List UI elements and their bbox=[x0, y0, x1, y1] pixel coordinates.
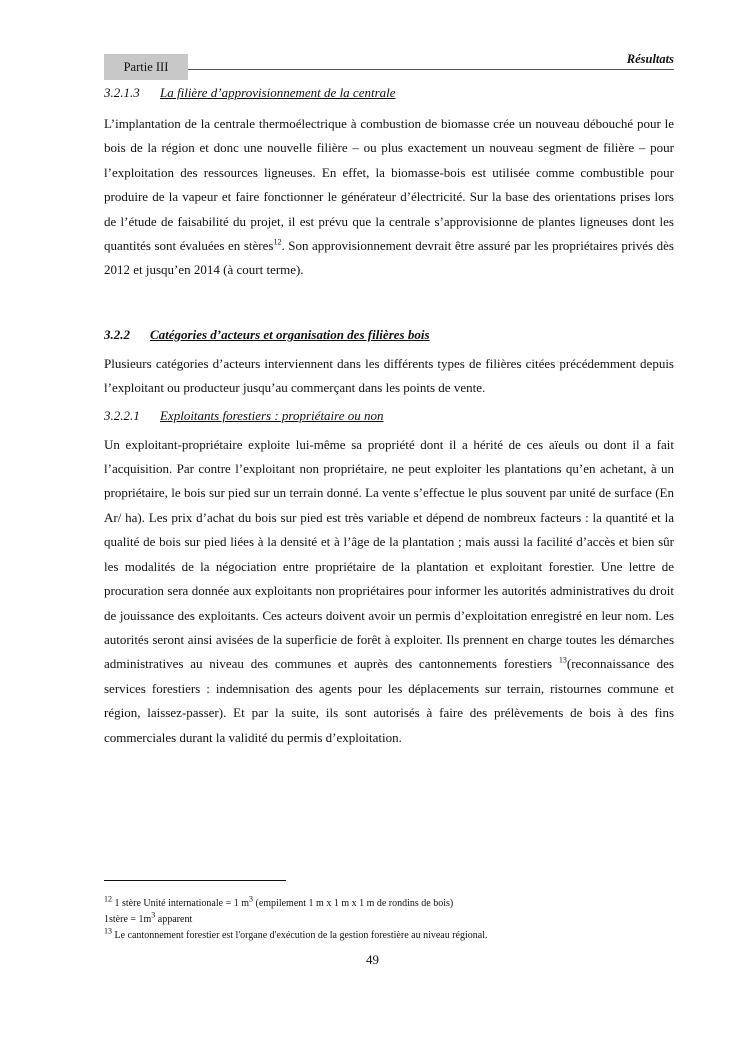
running-header bbox=[104, 52, 674, 80]
footnote-rule bbox=[104, 880, 286, 881]
footnote-mark: 13 bbox=[104, 926, 112, 936]
header-rule bbox=[188, 69, 674, 70]
footnote-text: apparent bbox=[155, 914, 193, 925]
heading-number: 3.2.1.3 bbox=[104, 85, 140, 100]
footnote-12-continued bbox=[104, 912, 674, 928]
paragraph-text: Un exploitant-propriétaire exploite lui-même sa propriété dont il a hérité de ces aïeuls ou dont il a fait l’acquisition. Par contre l’exploitant non propriétaire, ne peut exploiter les plantations qu’en achetant, à un propriétaire, le bois sur pied sur un terrain donné. La vente s’effectue le plus souvent par unité de surface (En Ar/ ha). Les prix d’achat du bois sur pied est très variable et dépend de nombreux facteurs : la quantité et la qualité de bois sur pied liées à la densité et à l’âge de la plantation ; mais aussi la facilité d’accès et bien sûr les modalités de la négociation entre propriétaire de la plantation et exploitant forestier. Une lettre de procuration sera donnée aux exploitants non propriétaires pour informer les autorités administratives du droit de jouissance des exploitants. Ces acteurs doivent avoir un permis d’exploitation enregistré en leur nom. Les autorités seront ainsi avisées de la superficie de forêt à exploiter. Ils prennent en charge toutes les démarches administratives au niveau des communes et auprès des cantonnements forestiers bbox=[104, 436, 674, 672]
heading-number: 3.2.2 bbox=[104, 326, 130, 342]
footnote-text: 1stère = 1m bbox=[104, 914, 152, 925]
paragraph-text: L’implantation de la centrale thermoélectrique à combustion de biomasse crée un nouveau débouché pour le bois de la région et donc une nouvelle filière – ou plus exactement un nouveau segment de filière – pour l’exploitation des ressources ligneuses. En effet, la biomasse-bois est utilisée comme combustible pour produire de la vapeur et faire fonctionner le générateur d’électricité. Sur la base des orientations prises lors de l’étude de faisabilité du projet, il est prévu que la centrale s’approvisionne de plantes ligneuses dont les quantités sont évaluées en stères bbox=[104, 116, 674, 254]
paragraph-text: . Son approvisionnement devrait être assuré par les propriétaires privés dès 2012 et jusqu’en 2014 (à court terme). bbox=[104, 238, 674, 278]
paragraph-supply-chain bbox=[104, 112, 674, 283]
footnote-ref-13: 13 bbox=[558, 655, 567, 665]
exponent: 3 bbox=[151, 910, 156, 920]
heading-number: 3.2.2.1 bbox=[104, 407, 140, 423]
footnote-13 bbox=[104, 928, 674, 944]
footnote-text: 1 stère Unité internationale = 1 m bbox=[112, 898, 249, 909]
paragraph-actor-categories: Plusieurs catégories d’acteurs interviennent dans les différents types de filières citées précédemment depuis l’exploitant ou producteur jusqu’au commerçant dans les points de vente. bbox=[104, 355, 674, 396]
footnote-text: (empilement 1 m x 1 m x 1 m de rondins de bois) bbox=[253, 898, 454, 909]
heading-3-2-2 bbox=[104, 326, 674, 344]
footnotes bbox=[104, 896, 674, 944]
page-number: 49 bbox=[366, 952, 379, 967]
heading-title: La filière d’approvisionnement de la centrale bbox=[160, 85, 396, 100]
section-label: Résultats bbox=[626, 52, 674, 66]
part-label: Partie III bbox=[104, 54, 188, 80]
paragraph-text: (reconnaissance des services forestiers : indemnisation des agents pour les déplacements sur terrain, ristournes commune et région, laissez-passer). Et par la suite, ils sont autorisés à faire des prélèvements de bois à des fins commerciales durant la validité du permis d’exploitation. bbox=[104, 656, 674, 745]
heading-3-2-1-3 bbox=[104, 84, 674, 102]
exponent: 3 bbox=[249, 894, 253, 904]
footnote-mark: 12 bbox=[104, 894, 112, 904]
paragraph-forest-operators bbox=[104, 433, 674, 750]
heading-title: Catégories d’acteurs et organisation des filières bois bbox=[150, 326, 430, 342]
footnote-ref-12: 12 bbox=[273, 237, 282, 247]
main-content bbox=[104, 84, 674, 750]
heading-3-2-2-1 bbox=[104, 407, 674, 425]
heading-title: Exploitants forestiers : propriétaire ou non bbox=[160, 407, 384, 423]
footnote-12 bbox=[104, 896, 674, 912]
footnote-text: Le cantonnement forestier est l'organe d'exécution de la gestion forestière au niveau régional. bbox=[112, 930, 488, 941]
